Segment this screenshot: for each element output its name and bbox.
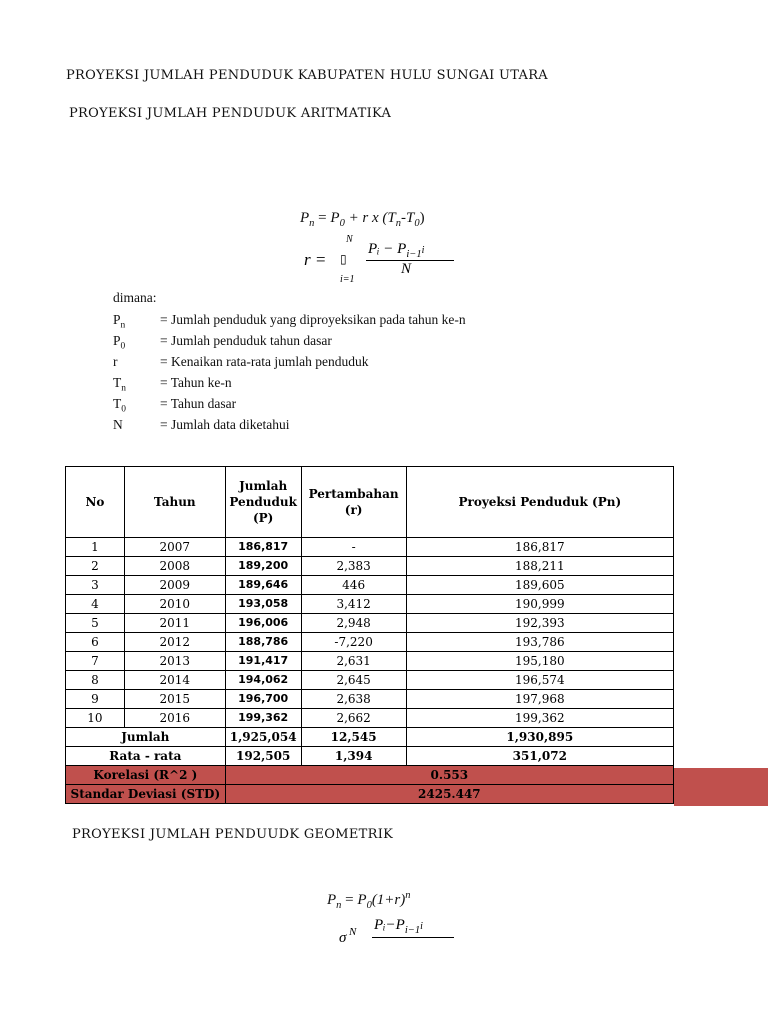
table-header-row [66,467,674,538]
sum-glyph-icon: ▯ [340,252,347,266]
main-title: PROYEKSI JUMLAH PENDUDUK KABUPATEN HULU SUNGAI UTARA [66,68,548,83]
geometrik-title: PROYEKSI JUMLAH PENDUUDK GEOMETRIK [72,827,394,842]
header-jumlah-penduduk: Jumlah Penduduk (P) [225,467,301,538]
fraction-numerator: $Pᵢ-P_{i-1}i$ [374,917,423,936]
fraction-numerator: Pᵢ − $P_{i-1}i$ [368,241,425,260]
korelasi-row: Korelasi (R^2 ) 0.553 [66,766,674,785]
def-symbol: r [113,354,118,369]
table-row: 4 2010 193,058 3,412 190,999 [66,595,674,614]
table-row: 9 2015 196,700 2,638 197,968 [66,690,674,709]
geometrik-formula: $P_n = P_0(1+r)^n$ [327,890,411,911]
std-row: Standar Deviasi (STD) 2425.447 [66,785,674,804]
def-symbol: $P_n$ [113,312,126,331]
definitions-intro: dimana: [113,290,157,305]
header-tahun: Tahun [124,467,225,538]
table-row: 8 2014 194,062 2,645 196,574 [66,671,674,690]
header-proyeksi: Proyeksi Penduduk (Pn) [406,467,673,538]
def-symbol: $P_0$ [113,333,126,352]
table-row: 1 2007 186,817 - 186,817 [66,538,674,557]
sum-glyph-icon: σ [339,930,347,946]
table-row: 7 2013 191,417 2,631 195,180 [66,652,674,671]
fraction-denominator: N [401,261,412,277]
projection-table [65,466,674,804]
r-lhs: r = [304,250,327,269]
def-symbol: N [113,417,123,432]
aritmatika-title: PROYEKSI JUMLAH PENDUDUK ARITMATIKA [69,106,392,121]
def-symbol: $T_0$ [113,396,126,415]
sum-upper: N [346,234,353,245]
header-no: No [66,467,125,538]
geometrik-summation-partial [336,914,476,954]
fraction-bar [372,937,454,938]
table-row: 2 2008 189,200 2,383 188,211 [66,557,674,576]
table-row: 5 2011 196,006 2,948 192,393 [66,614,674,633]
header-pertambahan: Pertambahan (r) [301,467,406,538]
highlight-extension [674,768,768,806]
table-row: 10 2016 199,362 2,662 199,362 [66,709,674,728]
def-symbol: $T_n$ [113,375,126,394]
rata-rata-row: Rata - rata 192,505 1,394 351,072 [66,747,674,766]
jumlah-row: Jumlah 1,925,054 12,545 1,930,895 [66,728,674,747]
sum-upper: N [349,926,357,938]
r-summation-formula [300,232,500,288]
table-row: 3 2009 189,646 446 189,605 [66,576,674,595]
table-row: 6 2012 188,786 -7,220 193,786 [66,633,674,652]
sum-lower: i=1 [340,274,355,285]
aritmatika-formula: $P_n = P_0 + r$ x $(T_n-T_0)$ [300,210,425,229]
